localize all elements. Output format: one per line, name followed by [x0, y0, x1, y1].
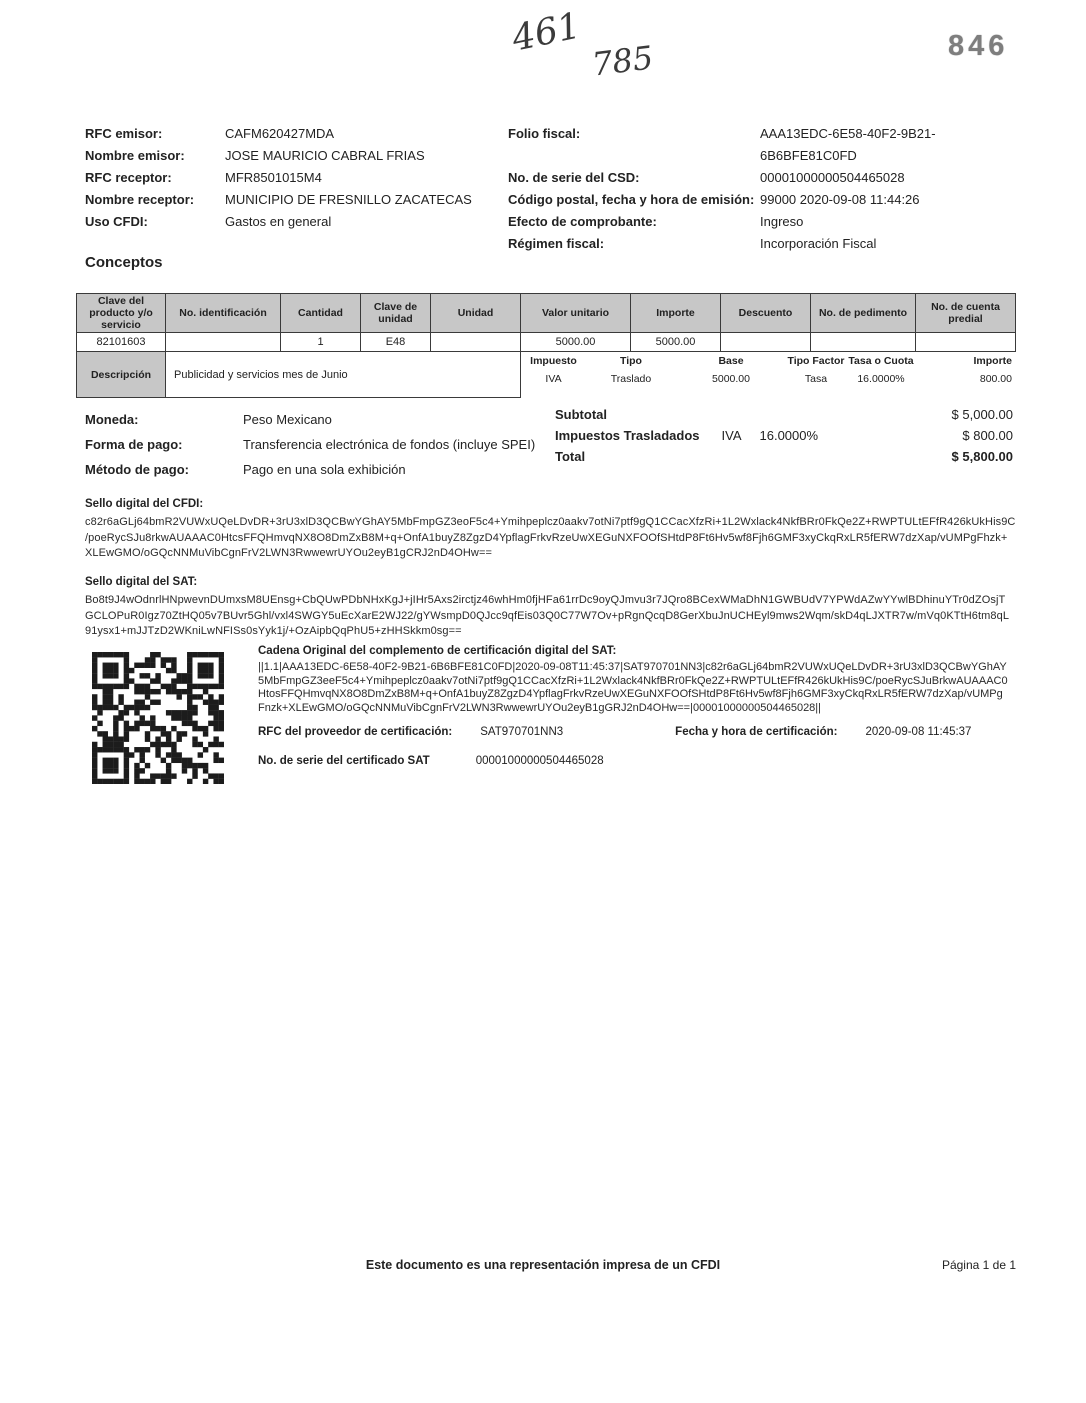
table-cell — [916, 333, 1016, 352]
cadena-original-text — [258, 661, 1014, 715]
column-header: Tipo Factor — [787, 355, 845, 367]
seal-line: /poeRycSJu8rkwAUAAAC0HtcsFFQHmvqNX8O8DmZxB8M+q+OnfA1buyZ8ZgzD4YpflagFrkvRzeUwXEGuNXFOOfSHtdP8Ft6Hv5wf8Fjh6GMF3xyCkqRxLR5fERW7dzXap/vUMPgFhzk+ — [85, 531, 1008, 544]
field-value: Gastos en general — [225, 214, 332, 229]
conceptos-data-row — [76, 333, 1016, 352]
field-value: AAA13EDC-6E58-40F2-9B21-6B6BFE81C0FD — [760, 126, 936, 163]
descripcion-label: Descripción — [76, 352, 166, 398]
sello-cfdi-text — [85, 515, 1023, 562]
field-value: CAFM620427MDA — [225, 126, 335, 141]
impuestos-trasladados-row — [555, 425, 1013, 446]
table-cell — [811, 333, 916, 352]
field-value: Peso Mexicano — [243, 412, 332, 427]
rfc-proveedor-value: SAT970701NN3 — [480, 726, 564, 738]
field-value: 00001000000504465028 — [760, 170, 905, 185]
totals-block — [555, 404, 1013, 467]
field-label: Moneda: — [85, 412, 139, 427]
field-label: Código postal, fecha y hora de emisión: — [508, 192, 755, 207]
subtotal-label: Subtotal — [555, 407, 607, 422]
field-label: Uso CFDI: — [85, 214, 148, 229]
seal-line: 91ysx1+mJJTzD2WKniLwNFISs0sYyk1j/+OzAipbQqPhU5+zHHSkkm0sg== — [85, 625, 462, 637]
column-header: No. de pedimento — [811, 293, 916, 333]
qr-code — [92, 652, 224, 784]
field-label: Nombre emisor: — [85, 148, 185, 163]
cadena-original-label: Cadena Original del complemento de certificación digital del SAT: — [258, 645, 617, 657]
impuestos-subtable — [521, 352, 1016, 398]
serie-certificado-value: 00001000000504465028 — [475, 755, 604, 767]
impuestos-amount: $ 800.00 — [962, 428, 1013, 443]
table-cell — [431, 333, 521, 352]
field-value: Pago en una sola exhibición — [243, 462, 406, 477]
handwritten-annotation-2: 785 — [589, 38, 656, 84]
header-row — [508, 211, 1013, 233]
column-header: Base — [718, 355, 744, 367]
header-row — [508, 189, 1013, 211]
field-value: MFR8501015M4 — [225, 170, 322, 185]
field-value: Ingreso — [760, 214, 804, 229]
sello-sat-text — [85, 593, 1023, 640]
table-cell: 82101603 — [76, 333, 166, 352]
header-row — [85, 211, 505, 233]
conceptos-header-row — [76, 293, 1016, 333]
column-header: Impuesto — [530, 355, 577, 367]
handwritten-annotation-1: 461 — [508, 5, 585, 60]
impuestos-header-row — [521, 355, 1016, 367]
table-cell: 800.00 — [979, 373, 1012, 385]
column-header: Clave del producto y/o servicio — [76, 293, 166, 333]
field-label: Régimen fiscal: — [508, 236, 605, 251]
column-header: Unidad — [431, 293, 521, 333]
descripcion-value: Publicidad y servicios mes de Junio — [166, 352, 521, 398]
certification-row-2 — [258, 755, 604, 767]
field-label: Método de pago: — [85, 462, 189, 477]
total-amount: $ 5,800.00 — [951, 449, 1013, 464]
field-value: Incorporación Fiscal — [760, 236, 877, 251]
cadena-line: Fnzk+XLEwGMO/oGQcNNMuVibCgnFrV2LWN3RwwewrUYOu2eyB1gGRJ2nD4OHw==|00001000000504465028|| — [258, 701, 822, 714]
payment-row — [85, 407, 535, 432]
sello-cfdi-label: Sello digital del CFDI: — [85, 498, 204, 510]
header-row — [508, 167, 1013, 189]
header-row — [85, 145, 505, 167]
header-row — [508, 233, 1013, 255]
impuestos-tax-rate: 16.0000% — [759, 428, 819, 443]
rfc-proveedor-label: RFC del proveedor de certificación: — [258, 726, 453, 738]
impuestos-data-row — [521, 373, 1016, 385]
footer-note: Este documento es una representación impresa de un CFDI — [365, 1258, 721, 1272]
payment-row — [85, 457, 535, 482]
cadena-line: HtosFFQHmvqNX8O8DmZxB8M+q+OnfA1buyZ8ZgzD4YpflagFrkvRzeUwXEGuNXFOOfSHtdP8Ft6Hv5wf8Fjh6GMF3xyCkqRxLR5fERW7dzXap/vUMPg — [258, 688, 1003, 700]
field-value: 99000 2020-09-08 11:44:26 — [760, 192, 920, 207]
payment-row — [85, 432, 535, 457]
field-label: Nombre receptor: — [85, 192, 195, 207]
impuestos-label: Impuestos Trasladados — [555, 428, 700, 443]
header-row — [508, 123, 1013, 167]
table-cell: IVA — [545, 373, 562, 385]
table-cell — [721, 333, 811, 352]
table-cell: 1 — [281, 333, 361, 352]
certification-row-1 — [258, 726, 1018, 738]
field-value: Transferencia electrónica de fondos (incluye SPEI) — [243, 437, 536, 452]
column-header: Importe — [631, 293, 721, 333]
fecha-certificacion-value: 2020-09-08 11:45:37 — [865, 726, 972, 738]
column-header: Tasa o Cuota — [848, 355, 914, 367]
column-header: Cantidad — [281, 293, 361, 333]
table-cell: Tasa — [804, 373, 828, 385]
header-row — [85, 167, 505, 189]
descripcion-row — [76, 352, 1016, 398]
subtotal-row — [555, 404, 1013, 425]
table-cell: 5000.00 — [521, 333, 631, 352]
header-row — [85, 189, 505, 211]
table-cell: 16.0000% — [857, 373, 905, 385]
column-header: Descuento — [721, 293, 811, 333]
header-row — [85, 123, 505, 145]
page-number: Página 1 de 1 — [941, 1258, 1016, 1272]
fecha-certificacion-label: Fecha y hora de certificación: — [675, 726, 838, 738]
field-value: MUNICIPIO DE FRESNILLO ZACATECAS — [225, 192, 472, 207]
table-cell: 5000.00 — [712, 373, 750, 385]
field-label: RFC receptor: — [85, 170, 172, 185]
table-cell: Traslado — [610, 373, 652, 385]
column-header: Importe — [973, 355, 1012, 367]
seal-line: XLEwGMO/oGQcNNMuVibCgnFrV2LWN3RwwewrUYOu2eyB1gCRJ2nD4OHw== — [85, 547, 493, 559]
total-row — [555, 446, 1013, 467]
seal-line: Bo8t9J4wOdnrlHNpwevnDUmxsM8UEnsg+CbQUwPDbNHxKgJ+jIHr5Axs2irctjz46whHm0fjHFa61rrDc9oyQJmvu3r7JQro8BCexWMaDhN1GWBUdV7YPWdAZwYYwlBDhinuYTr0dZOsjT — [85, 594, 1006, 606]
column-header: Tipo — [620, 355, 642, 367]
folio-stamp: 846 — [948, 30, 1009, 62]
total-label: Total — [555, 449, 586, 464]
payment-info-block — [85, 407, 535, 482]
cadena-line: ||1.1|AAA13EDC-6E58-40F2-9B21-6B6BFE81C0FD|2020-09-08T11:45:37|SAT970701NN3|c82r6aGLj64bmR2VUWxUQeLDvDR+3rU3xlD3QCBwYGhAY — [258, 661, 1007, 673]
field-label: No. de serie del CSD: — [508, 170, 640, 185]
conceptos-title: Conceptos — [85, 254, 163, 271]
sello-sat-label: Sello digital del SAT: — [85, 576, 198, 588]
seal-line: c82r6aGLj64bmR2VUWxUQeLDvDR+3rU3xlD3QCBwYGhAY5MbFmpGZ3eoF5c4+Ymihpeplcz0aakv7otNi7ptf9gQ1CCacXfzRi+1L2Wxlack4NkfBRr0FkQe2Z+RWPTULtEFfR426kUkHis9C — [85, 516, 1016, 528]
table-cell — [166, 333, 281, 352]
table-cell: E48 — [361, 333, 431, 352]
field-value: JOSE MAURICIO CABRAL FRIAS — [225, 148, 425, 163]
column-header: Valor unitario — [521, 293, 631, 333]
field-label: Efecto de comprobante: — [508, 214, 657, 229]
serie-certificado-label: No. de serie del certificado SAT — [258, 755, 430, 767]
field-label: Forma de pago: — [85, 437, 183, 452]
field-label: Folio fiscal: — [508, 126, 581, 141]
conceptos-table — [76, 293, 1016, 398]
cadena-line: 5MbFmpGZ3eeF5c4+Ymihpeplcz0aakv7otNi7ptf9gQ1CCacXfzRi+1L2Wxlack4NkfBRr0FkQe2Z+RWPTULtEFfR426kUkHis9C/poeRycSJuBrkwAUAAAC0 — [258, 674, 1008, 687]
table-cell: 5000.00 — [631, 333, 721, 352]
field-label: RFC emisor: — [85, 126, 163, 141]
column-header: Clave de unidad — [361, 293, 431, 333]
column-header: No. identificación — [166, 293, 281, 333]
impuestos-tax-name: IVA — [721, 428, 742, 443]
seal-line: GCLOPuR0Igz70ZtHQ05v7BUvr5Ghl/vxl4SWGY5uEcXarE2WJ22/gYWsmpD0QJcc9qfEis03Q0C77W7Ov+pRgnQcqD8GerXbuJnUCHEyl9mws2Wqm/skD4qLJXTR7w/mVq0KTtH6tm8qL — [85, 609, 1010, 622]
column-header: No. de cuenta predial — [916, 293, 1016, 333]
header-emisor-block — [85, 123, 505, 233]
subtotal-amount: $ 5,000.00 — [951, 407, 1013, 422]
header-fiscal-block — [508, 123, 1013, 255]
